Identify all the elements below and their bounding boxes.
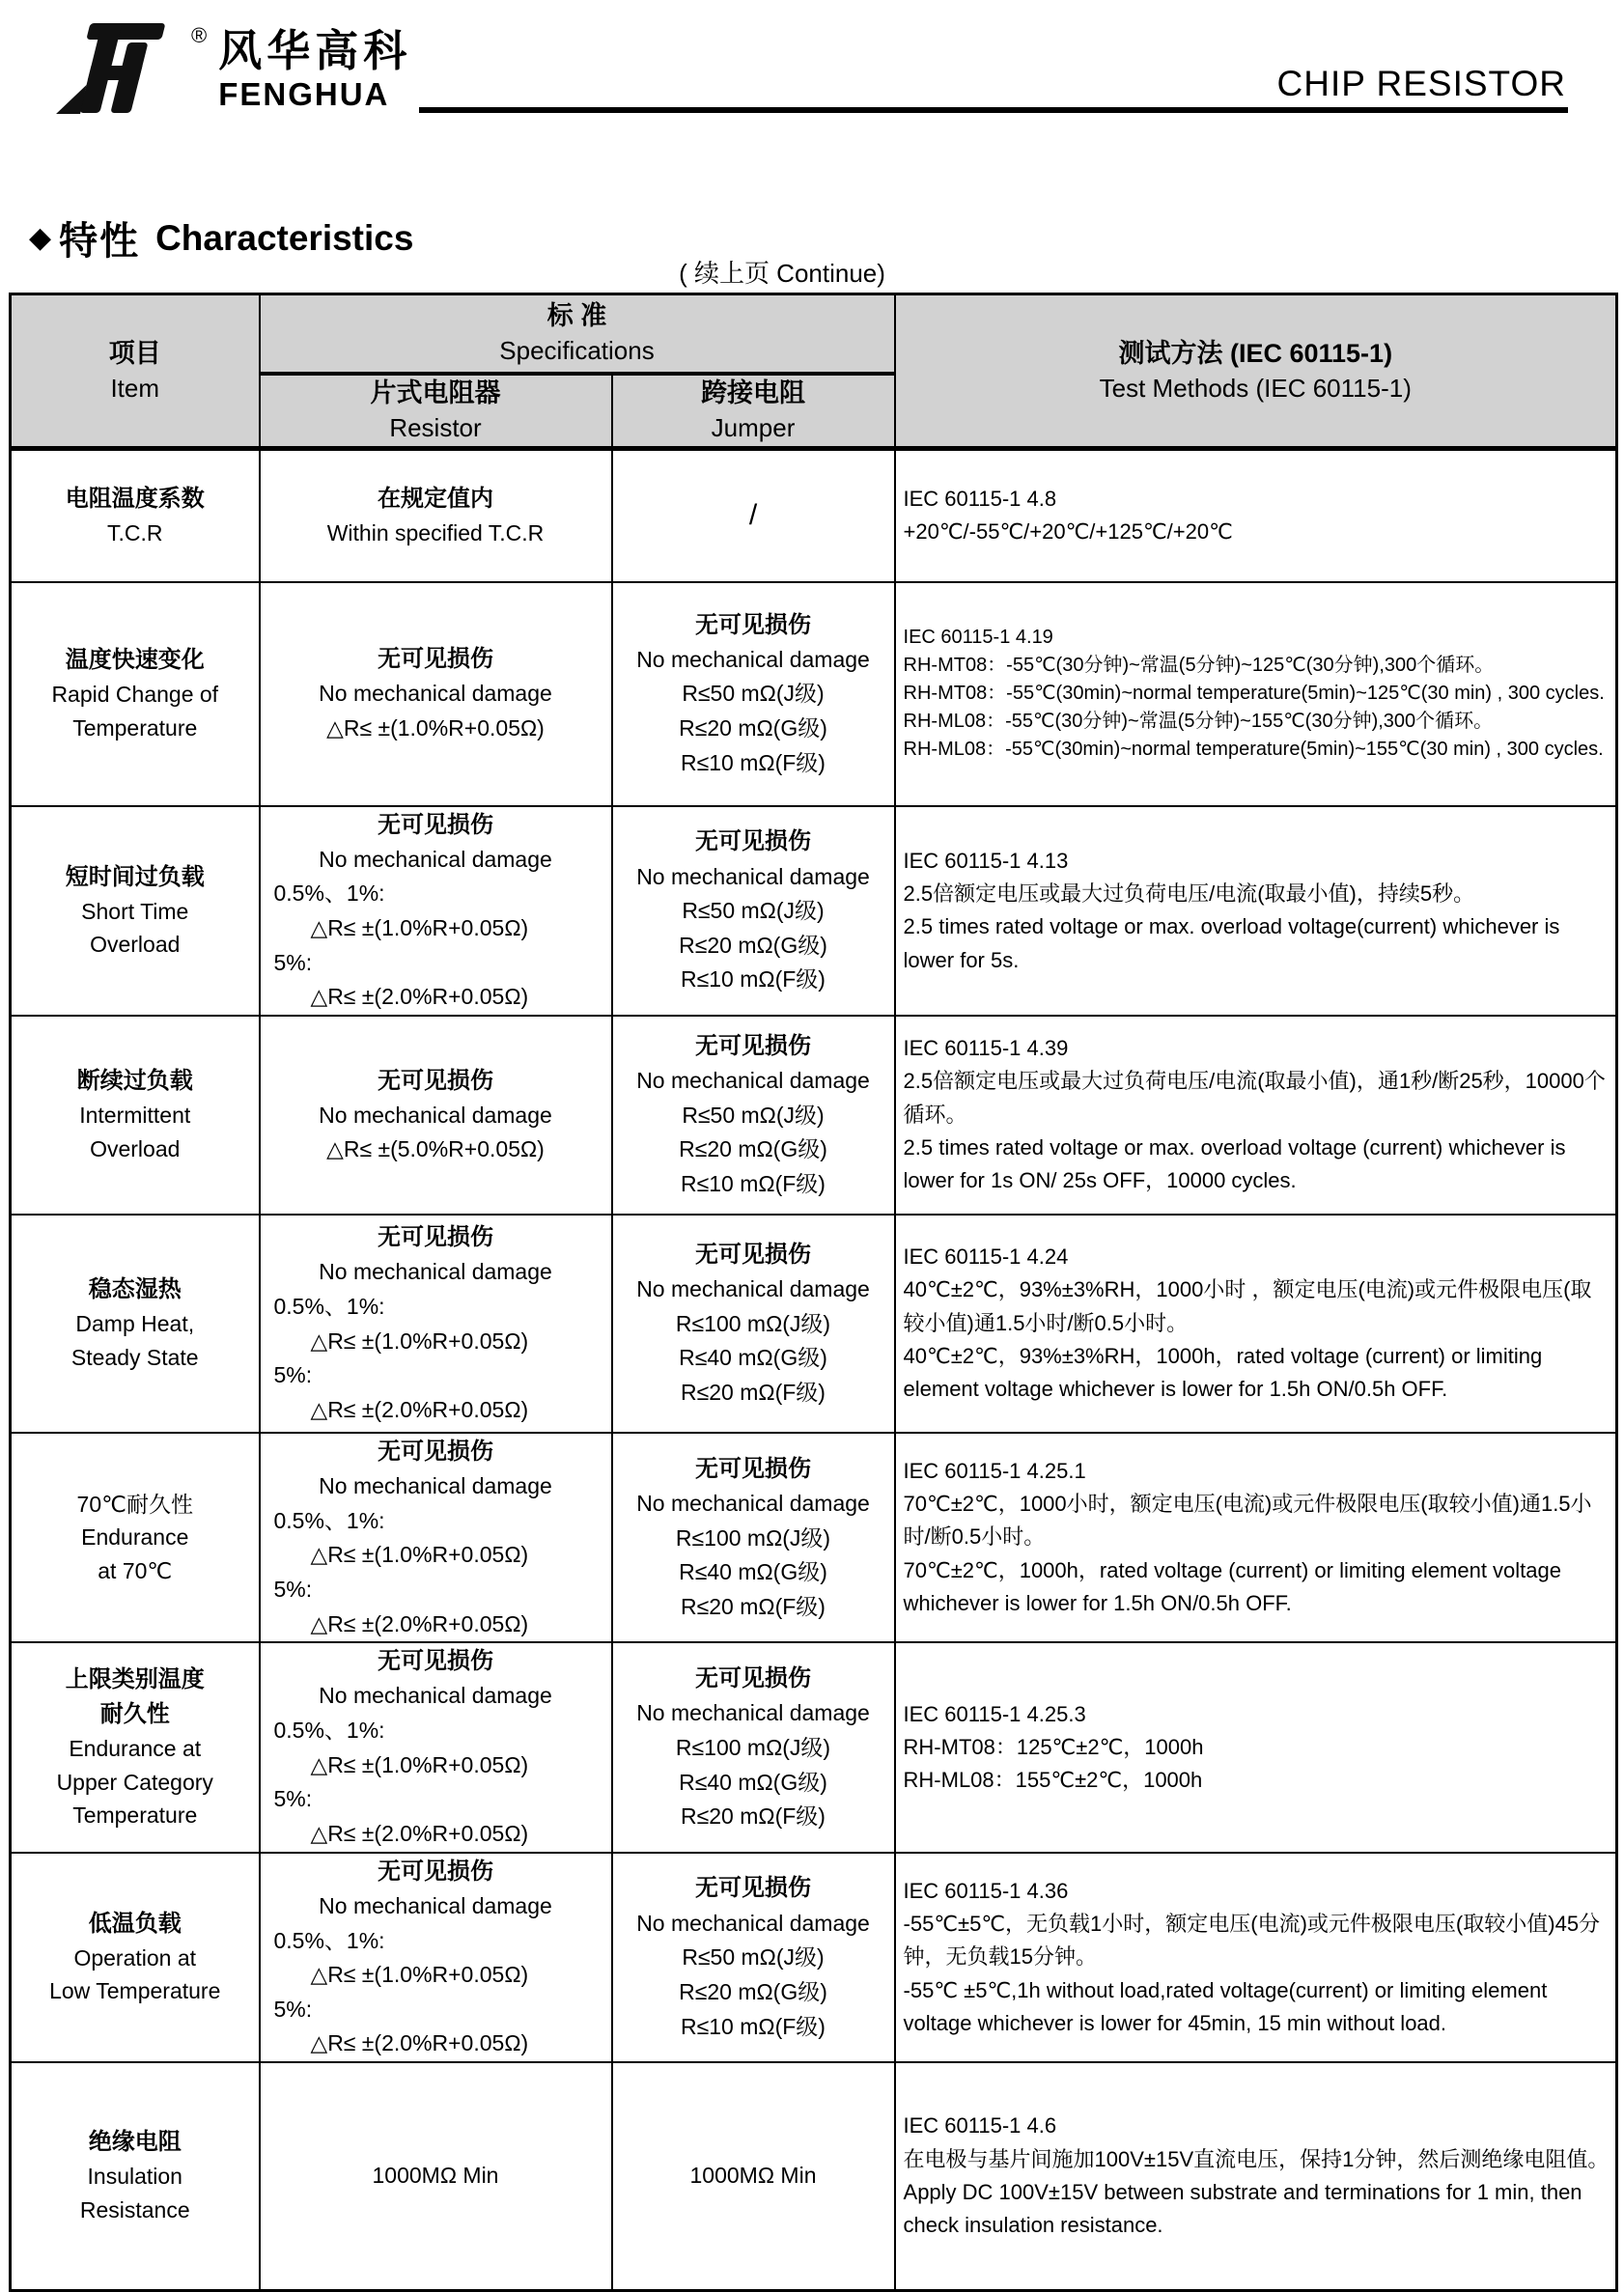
- fenghua-logo: [54, 21, 189, 116]
- cell-jumper: 无可见损伤 No mechanical damage R≤50 mΩ(J级) R≤20 mΩ(G级) R≤10 mΩ(F级): [612, 806, 895, 1016]
- cell-jumper: 无可见损伤 No mechanical damage R≤100 mΩ(J级) R≤40 mΩ(G级) R≤20 mΩ(F级): [612, 1215, 895, 1433]
- header-rule: [419, 107, 1568, 113]
- col-header-test-methods: 测试方法 (IEC 60115-1) Test Methods (IEC 60115-1): [895, 294, 1617, 449]
- cell-resistor: 无可见损伤 No mechanical damage 0.5%、1%: △R≤ ±(1.0%R+0.05Ω) 5%: △R≤ ±(2.0%R+0.05Ω): [260, 1853, 612, 2062]
- cell-test: IEC 60115-1 4.36 -55℃±5℃，无负载1小时，额定电压(电流)或元件极限电压(取较小值)45分钟，无负载15分钟。 -55℃ ±5℃,1h without load,rated voltage(current) or limiting element voltage whichever is lower for 45min, 15 min without load.: [895, 1853, 1617, 2062]
- registered-trademark-icon: ®: [191, 23, 208, 47]
- table-row-intermittent-overload: [11, 1016, 1617, 1215]
- cell-item: 电阻温度系数 T.C.R: [11, 449, 260, 582]
- cell-test: IEC 60115-1 4.19 RH-MT08：-55℃(30分钟)~常温(5分钟)~125℃(30分钟),300个循环。 RH-MT08：-55℃(30min)~normal temperature(5min)~125℃(30 min) , 300 cycles. RH-ML08：-55℃(30分钟)~常温(5分钟)~155℃(30分钟),300个循环。 RH-ML08：-55℃(30min)~normal temperature(5min)~155℃(30 min) , 300 cycles.: [895, 582, 1617, 806]
- cell-resistor: 无可见损伤 No mechanical damage 0.5%、1%: △R≤ ±(1.0%R+0.05Ω) 5%: △R≤ ±(2.0%R+0.05Ω): [260, 1433, 612, 1642]
- page-header-brand: [54, 21, 411, 116]
- table-row-damp-heat-steady-state: [11, 1215, 1617, 1433]
- brand-name-en: FENGHUA: [218, 76, 390, 112]
- cell-resistor: 1000MΩ Min: [260, 2062, 612, 2290]
- table-row-endurance-at-70c: [11, 1433, 1617, 1642]
- cell-test: IEC 60115-1 4.25.3 RH-MT08：125℃±2℃，1000h RH-ML08：155℃±2℃，1000h: [895, 1642, 1617, 1852]
- cell-jumper: 无可见损伤 No mechanical damage R≤100 mΩ(J级) R≤40 mΩ(G级) R≤20 mΩ(F级): [612, 1433, 895, 1642]
- table-row-rapid-change-of-temperature: [11, 582, 1617, 806]
- cell-item: 断续过负载 Intermittent Overload: [11, 1016, 260, 1215]
- cell-item: 低温负载 Operation at Low Temperature: [11, 1853, 260, 2062]
- cell-item: 稳态湿热 Damp Heat, Steady State: [11, 1215, 260, 1433]
- table-row-endurance-at-upper-category-temperature: [11, 1642, 1617, 1852]
- continue-note: ( 续上页 Continue): [679, 259, 885, 288]
- brand-text: [218, 26, 412, 112]
- cell-item: 70℃耐久性 Endurance at 70℃: [11, 1433, 260, 1642]
- cell-test: IEC 60115-1 4.39 2.5倍额定电压或最大过负荷电压/电流(取最小值)，通1秒/断25秒，10000个循环。 2.5 times rated voltage or max. overload voltage (current) whichever is lower for 1s ON/ 25s OFF，10000 cycles.: [895, 1016, 1617, 1215]
- cell-item: 短时间过负载 Short Time Overload: [11, 806, 260, 1016]
- cell-jumper: 无可见损伤 No mechanical damage R≤50 mΩ(J级) R≤20 mΩ(G级) R≤10 mΩ(F级): [612, 1853, 895, 2062]
- table-row-insulation-resistance: [11, 2062, 1617, 2290]
- cell-resistor: 无可见损伤 No mechanical damage △R≤ ±(5.0%R+0.05Ω): [260, 1016, 612, 1215]
- brand-name-cn: 风华高科: [218, 26, 412, 75]
- table-head: [11, 294, 1617, 449]
- table-row-short-time-overload: [11, 806, 1617, 1016]
- diamond-icon: ◆: [29, 222, 52, 254]
- cell-jumper: 无可见损伤 No mechanical damage R≤50 mΩ(J级) R≤20 mΩ(G级) R≤10 mΩ(F级): [612, 582, 895, 806]
- cell-item: 温度快速变化 Rapid Change of Temperature: [11, 582, 260, 806]
- cell-jumper: 1000MΩ Min: [612, 2062, 895, 2290]
- col-header-jumper: 跨接电阻 Jumper: [612, 374, 895, 449]
- cell-resistor: 无可见损伤 No mechanical damage 0.5%、1%: △R≤ ±(1.0%R+0.05Ω) 5%: △R≤ ±(2.0%R+0.05Ω): [260, 1642, 612, 1852]
- header-row-top: [11, 294, 1617, 374]
- cell-resistor: 在规定值内 Within specified T.C.R: [260, 449, 612, 582]
- cell-test: IEC 60115-1 4.13 2.5倍额定电压或最大过负荷电压/电流(取最小值)，持续5秒。 2.5 times rated voltage or max. overload voltage(current) whichever is lower for 5s.: [895, 806, 1617, 1016]
- cell-test: IEC 60115-1 4.25.1 70℃±2℃，1000小时，额定电压(电流)或元件极限电压(取较小值)通1.5小时/断0.5小时。 70℃±2℃，1000h，rated voltage (current) or limiting element voltage whichever is lower for 1.5h ON/0.5h OFF.: [895, 1433, 1617, 1642]
- cell-jumper: 无可见损伤 No mechanical damage R≤50 mΩ(J级) R≤20 mΩ(G级) R≤10 mΩ(F级): [612, 1016, 895, 1215]
- section-title-cn: 特性: [59, 220, 141, 263]
- section-title-en: Characteristics: [155, 217, 414, 258]
- cell-item: 绝缘电阻 Insulation Resistance: [11, 2062, 260, 2290]
- doc-title: CHIP RESISTOR: [1276, 64, 1566, 103]
- cell-jumper: /: [612, 449, 895, 582]
- cell-test: IEC 60115-1 4.24 40℃±2℃，93%±3%RH，1000小时 ，额定电压(电流)或元件极限电压(取较小值)通1.5小时/断0.5小时。 40℃±2℃，93%±3%RH，1000h，rated voltage (current) or limiting element voltage whichever is lower for 1.5h ON/0.5h OFF.: [895, 1215, 1617, 1433]
- cell-item: 上限类别温度 耐久性 Endurance at Upper Category Temperature: [11, 1642, 260, 1852]
- cell-test: IEC 60115-1 4.6 在电极与基片间施加100V±15V直流电压，保持1分钟，然后测绝缘电阻值。 Apply DC 100V±15V between substrate and terminations for 1 min, then check insulation resistance.: [895, 2062, 1617, 2290]
- cell-resistor: 无可见损伤 No mechanical damage 0.5%、1%: △R≤ ±(1.0%R+0.05Ω) 5%: △R≤ ±(2.0%R+0.05Ω): [260, 1215, 612, 1433]
- cell-resistor: 无可见损伤 No mechanical damage △R≤ ±(1.0%R+0.05Ω): [260, 582, 612, 806]
- table-row-operation-at-low-temperature: [11, 1853, 1617, 2062]
- table-body: [11, 449, 1617, 2291]
- col-header-specifications: 标 准 Specifications: [260, 294, 895, 374]
- cell-jumper: 无可见损伤 No mechanical damage R≤100 mΩ(J级) R≤40 mΩ(G级) R≤20 mΩ(F级): [612, 1642, 895, 1852]
- cell-test: IEC 60115-1 4.8 +20℃/-55℃/+20℃/+125℃/+20℃: [895, 449, 1617, 582]
- table-row-tcr: [11, 449, 1617, 582]
- col-header-resistor: 片式电阻器 Resistor: [260, 374, 612, 449]
- cell-resistor: 无可见损伤 No mechanical damage 0.5%、1%: △R≤ ±(1.0%R+0.05Ω) 5%: △R≤ ±(2.0%R+0.05Ω): [260, 806, 612, 1016]
- col-header-item: 项目 Item: [11, 294, 260, 449]
- characteristics-table: [9, 293, 1618, 2292]
